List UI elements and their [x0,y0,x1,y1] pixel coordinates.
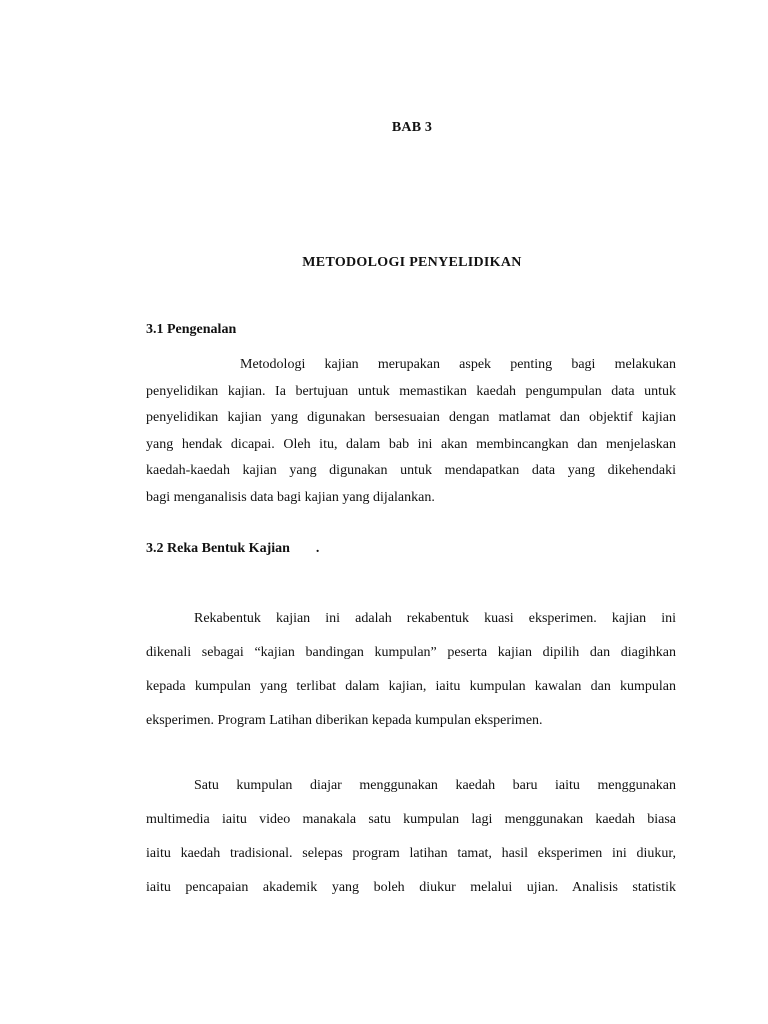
paragraph-pengenalan [146,352,676,511]
section-heading-text: 3.2 Reka Bentuk Kajian [146,541,290,556]
paragraph-line: penyelidikan kajian. Ia bertujuan untuk memastikan kaedah pengumpulan data untuk [146,383,676,399]
paragraph-line: eksperimen. Program Latihan diberikan kepada kumpulan eksperimen. [146,713,543,728]
paragraph-line: yang hendak dicapai. Oleh itu, dalam bab ini akan membincangkan dan menjelaskan [146,436,676,452]
chapter-label: BAB 3 [391,120,433,135]
section-heading-suffix: . [315,541,320,556]
paragraph-line: penyelidikan kajian yang digunakan bersesuaian dengan matlamat dan objektif kajian [146,410,676,425]
paragraph-line: Rekabentuk kajian ini adalah rekabentuk kuasi eksperimen. kajian ini [194,611,676,626]
paragraph-rekabentuk [146,602,676,738]
section-heading-pengenalan: 3.1 Pengenalan [146,322,237,337]
section-heading-reka-bentuk [146,541,319,557]
paragraph-line: kepada kumpulan yang terlibat dalam kajian, iaitu kumpulan kawalan dan kumpulan [146,679,676,694]
paragraph-line: Satu kumpulan diajar menggunakan kaedah baru iaitu menggunakan [194,778,676,793]
paragraph-line: iaitu kaedah tradisional. selepas program latihan tamat, hasil eksperimen ini diukur, [146,846,676,861]
paragraph-kumpulan [146,769,676,905]
paragraph-line: bagi menganalisis data bagi kajian yang dijalankan. [146,489,435,505]
paragraph-line: kaedah-kaedah kajian yang digunakan untuk mendapatkan data yang dikehendaki [146,463,676,478]
chapter-title: METODOLOGI PENYELIDIKAN [302,255,522,270]
paragraph-line: multimedia iaitu video manakala satu kumpulan lagi menggunakan kaedah biasa [146,812,676,827]
paragraph-line: dikenali sebagai “kajian bandingan kumpulan” peserta kajian dipilih dan diagihkan [146,645,676,660]
paragraph-line: iaitu pencapaian akademik yang boleh diukur melalui ujian. Analisis statistik [146,880,676,895]
paragraph-line: Metodologi kajian merupakan aspek penting bagi melakukan [240,357,676,372]
